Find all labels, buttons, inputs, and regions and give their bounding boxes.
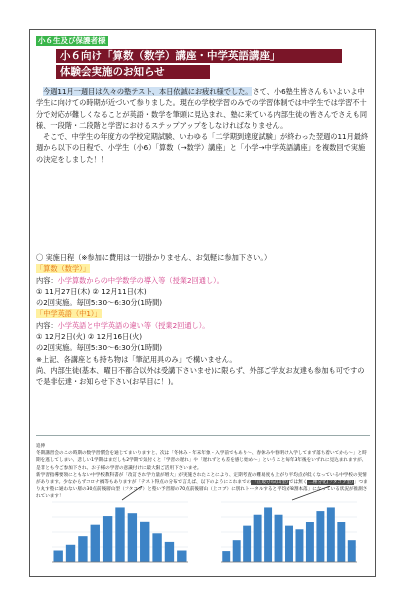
materials-note: ※上記、各講座とも持ち物は「筆記用具のみ」で構いません。	[36, 354, 237, 364]
pointer-arrows	[30, 486, 376, 502]
intro-para2: そこで、中学生の年度方の学校定期試験、いわゆる「二学期到達度試験」が終わった翌週の11月最終週から以下の日程で、小学生（小6）「算数（→数学）講座」と「小学→中学英語講座」を複数回で実施の決定をしました！！	[36, 132, 369, 164]
intro-text	[36, 86, 370, 165]
histogram-bar	[115, 507, 124, 562]
intro-para1: さて、小6塾生皆さんもいよいよ中学生に向けての時期が近づいて参りました。現在の学校学習のみでの学習体制では中学生では学習不十分で対応が難しくなることが英語・数学を筆頭に見込まれ、塾に来ている内部生徒の皆さんでさえも同様、一段階・二段階と学習におけるステップアップをしなければなりません。	[36, 87, 368, 130]
histogram-bar	[128, 513, 137, 562]
histogram-bar	[177, 551, 186, 562]
normal-distribution-label: 「正規分布(山型)	[252, 480, 288, 486]
normal-distribution-chart-svg	[44, 498, 192, 570]
histogram-bar	[233, 540, 241, 562]
bimodal-distribution-label: 二極分化(フタコブ型)	[308, 480, 353, 486]
histogram-bar	[66, 545, 75, 562]
notice-page	[29, 29, 376, 577]
invite-note: 尚、内部生徒(基本、曜日不都合以外は受講下さいませ)に限らず、外部ご学友お友達も参加も可ですので是非伝達・お知らせ下さい(お早目に！)。	[36, 365, 365, 387]
bimodal-distribution-chart	[213, 498, 361, 570]
histogram-bar	[53, 551, 62, 562]
histogram-bar	[327, 507, 335, 562]
footnote-para2-a: 新学習指導要領にともない中学校教科書が「改訂され学力量が増大」が実施されたことにより、定期考査の難易度も上がり平均点が低くなっている中学校の実情があります。少なからずコロナ禍等もありますが「テスト得点の分布で言えば、以下のようにこれまでの	[36, 472, 367, 486]
math-course-label: 「算数（数学）」	[36, 264, 90, 274]
histogram-bar	[152, 533, 161, 562]
normal-distribution-chart	[44, 498, 192, 570]
english-content-prefix: 内容：	[36, 320, 58, 330]
arrow-right	[292, 486, 330, 500]
histogram-bar	[337, 522, 345, 562]
audience-label: 小６生及び保護者様	[38, 36, 106, 45]
histogram-bar	[295, 529, 303, 562]
arrow-left	[122, 486, 142, 500]
histogram-bar	[316, 511, 324, 562]
histogram-bar	[91, 525, 100, 562]
footnote-para2-c: 」つまり丸す塾に通わない層の30点前後層山型（フタコブ）と塾い予習層の70点前後層山（上コブ）に別れトータルすると平均が8割本落」になっている状況が推測されています！	[36, 480, 368, 500]
english-course-label: 「中学英語（中1）」	[36, 309, 102, 319]
histogram-bar	[103, 516, 112, 562]
title-line-2: 体験会実施のお知らせ	[56, 65, 210, 79]
footnote-para2-b: では無く	[288, 480, 308, 486]
histogram-bar	[275, 515, 283, 562]
section-divider	[36, 435, 370, 436]
title-line-1: 小６向け「算数（数学）講座・中学英語講座」	[56, 49, 342, 63]
histogram-bar	[348, 540, 356, 562]
math-dates: ① 11月27日(木) ② 12月11日(木)	[36, 286, 147, 296]
english-content: 小学英語と中学英語の違い等（授業2回通し）。	[57, 320, 210, 330]
histogram-bar	[165, 542, 174, 562]
schedule-header: 〇 実施日程（※参加に費用は一切掛かりません、お気軽に参加下さい。）	[36, 253, 272, 262]
histogram-bar	[78, 536, 87, 562]
histogram-bar	[306, 522, 314, 562]
math-content: 小学算数からの中学数学の導入等（授業2回通し）。	[57, 275, 224, 285]
intro-lead: 今週11月一週目は久々の塾テスト、本日依誠にお疲れ様でした。	[43, 87, 253, 96]
schedule-section	[36, 252, 370, 388]
histogram-bar	[140, 522, 149, 562]
english-dates: ① 12月2日(火) ② 12月16日(火)	[36, 332, 143, 342]
math-times: の2回実施。毎回5:30～6:30分(1時間)	[36, 298, 163, 308]
math-content-prefix: 内容：	[36, 275, 58, 285]
bimodal-distribution-chart-svg	[213, 498, 361, 570]
histogram-bar	[254, 515, 262, 562]
footnote-para1: 冬期講習会のこの時期の数学習慣会を通じてまいりますと、次は「冬休み・年末年象・入学前でもあり～、春休みや春明け入学してまず落ち着いてから～」と時期を逃してしまい、悲しい1学期はまだしも2学期で気付くと「学習の遅れ」や「遅れずとも差を感じ始め～」ということ毎年3年後をいずれに見込まれますが、是非とも今ご参加下され、お子様の学習の意識付けに最大限ご活用下さいませ。	[36, 451, 367, 471]
english-times: の2回実施。毎回5:30～6:30分(1時間)	[36, 343, 163, 353]
histogram-bar	[285, 526, 293, 562]
footnote-heading: 追伸	[36, 444, 46, 449]
histogram-bar	[222, 551, 230, 562]
histogram-bar	[243, 526, 251, 562]
histogram-bar	[264, 507, 272, 562]
